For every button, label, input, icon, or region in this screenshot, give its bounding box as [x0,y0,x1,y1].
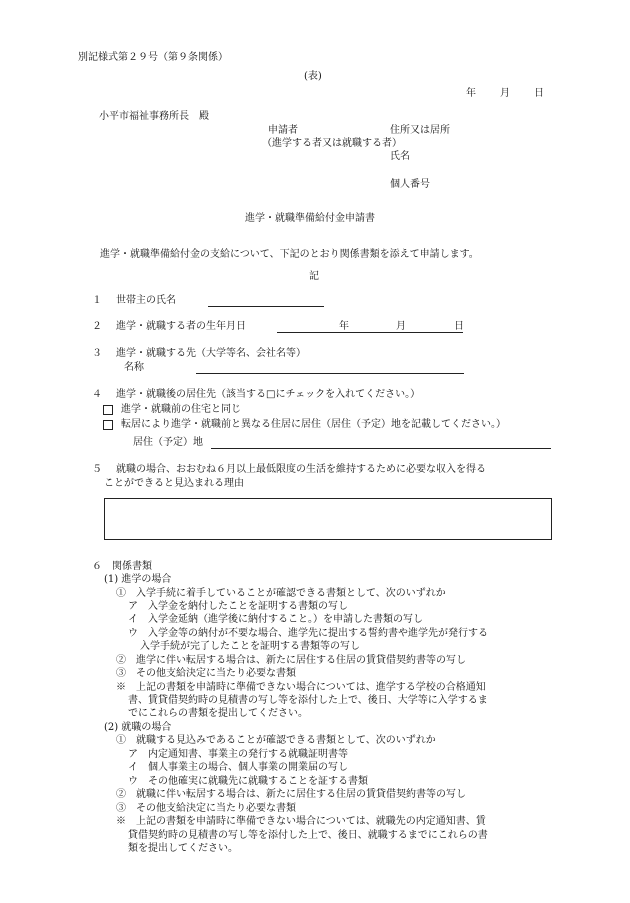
applicant-sub-label: （進学する者又は就職する者） [262,138,402,149]
job-item1-i: イ 個人事業主の場合、個人事業の開業届の写し [128,762,348,773]
item4-label: 進学・就職後の居住先（該当する□にチェックを入れてください。） [116,389,421,400]
birth-day-label: 日 [454,321,464,332]
item1-number: １ [92,295,102,306]
addressee: 小平市福祉事務所長 殿 [99,111,209,122]
date-day-label: 日 [534,88,544,99]
birth-year-label: 年 [339,321,349,332]
same-residence-checkbox[interactable] [103,405,113,415]
same-residence-option: 進学・就職前の住宅と同じ [121,404,241,415]
date-month-label: 月 [500,88,510,99]
item2-label: 進学・就職する者の生年月日 [116,321,246,332]
birth-month-label: 月 [396,321,406,332]
residence-label: 居住（予定）地 [133,437,203,448]
ki-label: 記 [309,271,319,282]
item5-number: ５ [92,464,102,475]
item1-label: 世帯主の氏名 [116,295,176,306]
page-title: 進学・就職準備給付金申請書 [245,213,375,224]
item5-line1: 就職の場合、おおむね６月以上最低限度の生活を維持するために必要な収入を得る [116,464,486,475]
school-item1-a: ア 入学金を納付したことを証明する書類の写し [128,601,348,612]
job-item1: ① 就職する見込みであることが確認できる書類として、次のいずれか [116,735,436,746]
school-item1-u-line1: ウ 入学金等の納付が不要な場合、進学先に提出する誓約書や進学先が発行する [128,628,488,639]
job-item3: ③ その他支給決定に当たり必要な書類 [116,803,296,814]
job-item1-a: ア 内定通知書、事業主の発行する就職証明書等 [128,749,348,760]
school-item1-u-line2: 入学手続が完了したことを証明する書類等の写し [140,641,360,652]
form-side-label: (表) [304,71,322,82]
documents-heading: ６ 関係書類 [92,561,152,572]
personal-number-label: 個人番号 [390,179,430,190]
household-head-name-field[interactable] [208,306,324,307]
item5-line2: ことができると見込まれる理由 [104,478,244,489]
job-item2: ② 就職に伴い転居する場合は、新たに居住する住居の賃貸借契約書等の写し [116,789,466,800]
school-note-line1: ※ 上記の書類を申請時に準備できない場合については、進学する学校の合格通知 [116,682,486,693]
name-label: 氏名 [390,151,410,162]
school-note-line2: 書、賃貸借契約時の見積書の写し等を添付した上で、後日、大学等に入学するま [128,695,488,706]
birthdate-field[interactable] [277,332,463,333]
school-item1-i: イ 入学金延納（進学後に納付すること。）を申請した書類の写し [128,614,423,625]
date-year-label: 年 [466,88,476,99]
job-note-line1: ※ 上記の書類を申請時に準備できない場合については、就職先の内定通知書、賃 [116,816,486,827]
relocation-checkbox[interactable] [103,420,113,430]
job-item1-u: ウ その他確実に就職先に就職することを証する書類 [128,776,368,787]
residence-field[interactable] [211,448,551,449]
school-item2: ② 進学に伴い転居する場合は、新たに居住する住居の賃貸借契約書等の写し [116,655,466,666]
income-reason-textbox[interactable] [104,498,552,540]
item3-sub-label: 名称 [124,362,144,373]
item3-label: 進学・就職する先（大学等名、会社名等） [116,348,306,359]
school-item1: ① 入学手続に着手していることが確認できる書類として、次のいずれか [116,588,446,599]
item4-number: ４ [92,389,102,400]
school-heading: (1) 進学の場合 [104,574,172,585]
job-note-line3: 類を提出してください。 [128,843,238,854]
applicant-label: 申請者 [268,125,298,136]
relocation-option: 転居により進学・就職前と異なる住居に居住（居住（予定）地を記載してください。） [121,419,506,430]
job-note-line2: 貸借契約時の見積書の写し等を添付した上で、後日、就職するまでにこれらの書 [128,830,488,841]
item2-number: ２ [92,321,102,332]
job-heading: (2) 就職の場合 [104,722,172,733]
school-note-line3: でにこれらの書類を提出してください。 [128,708,308,719]
address-label: 住所又は居所 [390,125,450,136]
form-number: 別記様式第２９号（第９条関係） [78,52,228,63]
item3-number: ３ [92,348,102,359]
destination-name-field[interactable] [196,373,464,374]
intro-text: 進学・就職準備給付金の支給について、下記のとおり関係書類を添えて申請します。 [100,249,479,260]
school-item3: ③ その他支給決定に当たり必要な書類 [116,668,296,679]
